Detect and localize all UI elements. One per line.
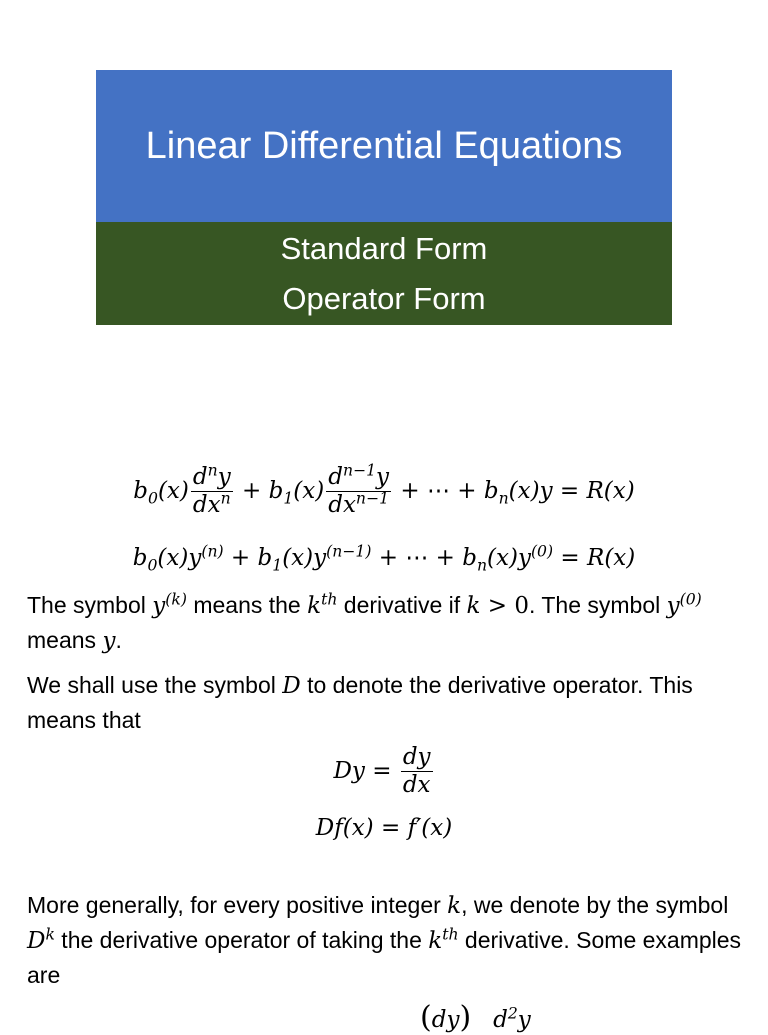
cropped-example-equation: (dy) $d^2y$ xyxy=(420,1000,531,1035)
operator-intro-paragraph: We shall use the symbol D to denote the derivative operator. This means that xyxy=(27,672,693,733)
derivative-notation-equation: $b_0(x)y^{(n)} + b_1(x)y^{(n-1)}$ + ⋯ + $b_n(x)y^{(0)} = R(x)$ xyxy=(132,541,636,575)
slide-title: Linear Differential Equations xyxy=(96,70,672,222)
higher-derivative-paragraph: More generally, for every positive integer k, we denote by the symbol $D^k$ the derivative operator of taking the $k^{th}$ derivative. Some examples are xyxy=(27,892,742,988)
subtitle-block xyxy=(96,222,672,325)
subtitle-line: Operator Form xyxy=(282,280,486,316)
standard-form-equation: $b_0(x)$ $\frac{d^ny}{dx^n}$ + $b_1(x)$ $\frac{d^{n-1}y}{dx^{n-1}}$ + ⋯ + $b_n(x)y = R(x)$ xyxy=(133,460,635,519)
title-banner xyxy=(96,70,672,325)
operator-example-equation: Df(x) = f′(x) xyxy=(315,815,453,841)
symbol-explanation-paragraph: The symbol $y^{(k)}$ means the $k^{th}$ derivative if k > 0. The symbol $y^{(0)}$ means y. xyxy=(27,589,702,654)
operator-definition-equation: Dy = $\frac{dy}{dx}$ xyxy=(333,744,431,799)
subtitle-line: Standard Form xyxy=(280,230,488,266)
